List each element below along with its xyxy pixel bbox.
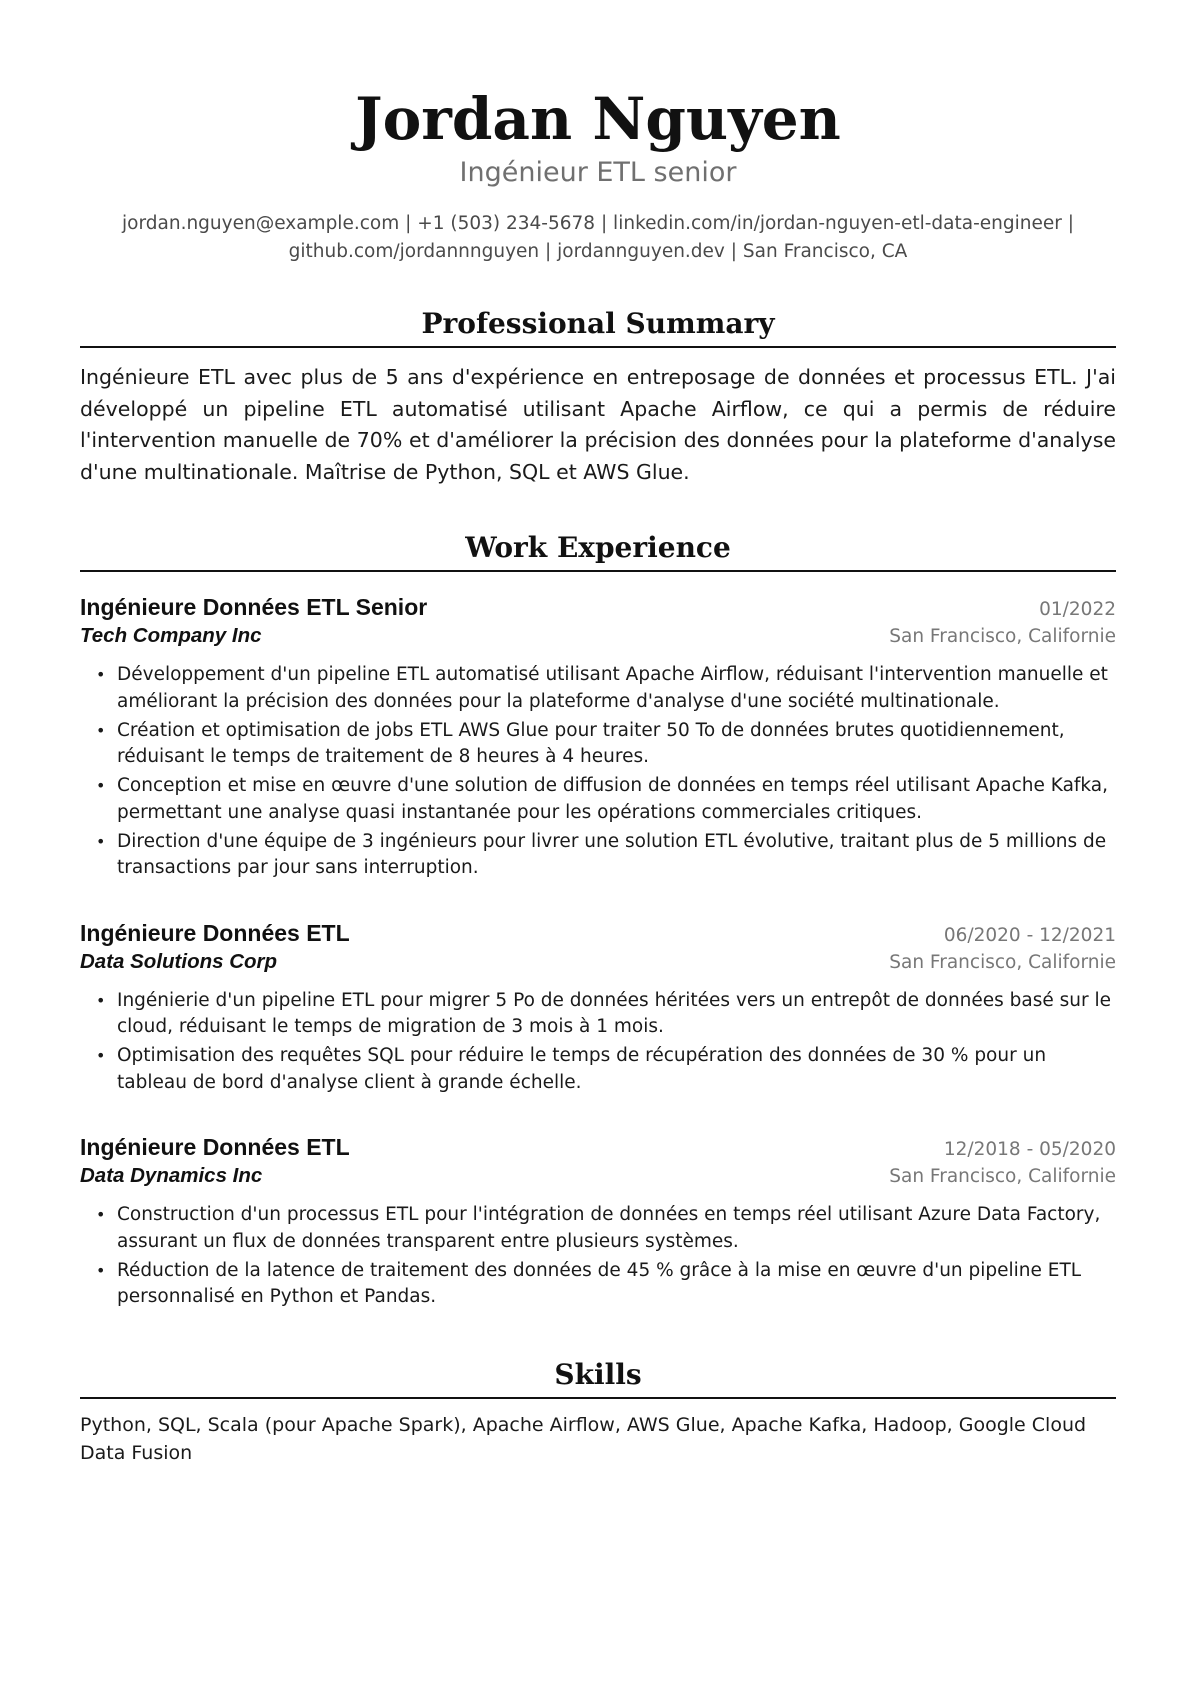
job-header bbox=[80, 1132, 1116, 1162]
bullet-icon: • bbox=[96, 776, 106, 795]
job-company: Data Solutions Corp bbox=[80, 949, 278, 973]
bullet-icon: • bbox=[96, 831, 106, 851]
job-company: Tech Company Inc bbox=[80, 624, 262, 647]
job-date: 01/2022 bbox=[1039, 599, 1116, 620]
job-bullet: • Optimisation des requêtes SQL pour réduire le temps de récupération des données de 30 % pour un tableau de bord d'analyse client à grande échelle. bbox=[96, 1045, 1047, 1093]
job-role: Ingénieure Données ETL Senior bbox=[80, 594, 428, 620]
bullet-icon: • bbox=[96, 665, 106, 684]
work-experience-section bbox=[80, 530, 1116, 1311]
bullet-icon: • bbox=[96, 720, 106, 740]
job-role: Ingénieure Données ETL bbox=[80, 919, 350, 946]
summary-section bbox=[80, 306, 1116, 488]
section-heading-skills: Skills bbox=[554, 1357, 642, 1391]
resume-page bbox=[80, 0, 1116, 1467]
job-bullet-list bbox=[80, 662, 1116, 882]
bullet-icon: • bbox=[96, 990, 106, 1010]
job-header bbox=[80, 592, 1116, 622]
job-entry bbox=[80, 918, 1116, 1097]
job-bullet: • Ingénierie d'un pipeline ETL pour migrer 5 Po de données héritées vers un entrepôt de données basé sur le cloud, réduisant le temps de migration de 3 mois à 1 mois. bbox=[96, 989, 1112, 1037]
job-bullet: • Construction d'un processus ETL pour l'intégration de données en temps réel utilisant Azure Data Factory, assurant un flux de données transparent entre plusieurs systèmes. bbox=[96, 1204, 1101, 1252]
section-divider bbox=[80, 570, 1116, 572]
job-subheader bbox=[80, 948, 1116, 976]
job-location: San Francisco, Californie bbox=[889, 1166, 1116, 1187]
job-date: 12/2018 - 05/2020 bbox=[943, 1139, 1116, 1160]
job-date: 06/2020 - 12/2021 bbox=[943, 924, 1116, 946]
job-bullet: • Développement d'un pipeline ETL automatisé utilisant Apache Airflow, réduisant l'intervention manuelle et améliorant la précision des données pour la plateforme d'analyse d'une société multinationale. bbox=[96, 664, 1108, 712]
section-divider bbox=[80, 346, 1116, 348]
skills-section bbox=[80, 1357, 1116, 1467]
section-heading-summary: Professional Summary bbox=[421, 307, 775, 340]
job-bullet: • Réduction de la latence de traitement des données de 45 % grâce à la mise en œuvre d'un pipeline ETL personnalisé en Python et Pandas. bbox=[96, 1259, 1082, 1307]
contact-line-1: jordan.nguyen@example.com | +1 (503) 234-5678 | linkedin.com/in/jordan-nguyen-etl-data-engineer | bbox=[122, 213, 1074, 234]
candidate-name: Jordan Nguyen bbox=[355, 85, 841, 153]
resume-header bbox=[80, 84, 1116, 266]
job-bullet: • Conception et mise en œuvre d'une solution de diffusion de données en temps réel utilisant Apache Kafka, permettant une analyse quasi instantanée pour les opérations commerciales critiques. bbox=[96, 775, 1109, 823]
job-bullet-list bbox=[80, 988, 1116, 1097]
job-location: San Francisco, Californie bbox=[889, 626, 1116, 647]
bullet-icon: • bbox=[96, 1260, 106, 1280]
summary-text: Ingénieure ETL avec plus de 5 ans d'expérience en entreposage de données et processus ETL. J'ai développé un pipeline ETL automatisé utilisant Apache Airflow, ce qui a permis de réduire l'intervention manuelle de 70% et d'améliorer la précision des données pour la plateforme d'analyse d'une multinationale. Maîtrise de Python, SQL et AWS Glue. bbox=[80, 365, 1116, 484]
section-divider bbox=[80, 1397, 1116, 1399]
job-bullet-list bbox=[80, 1202, 1116, 1311]
contact-line-2: github.com/jordannnguyen | jordannguyen.dev | San Francisco, CA bbox=[288, 241, 908, 262]
job-entry bbox=[80, 592, 1116, 882]
bullet-icon: • bbox=[96, 1205, 106, 1224]
candidate-title: Ingénieur ETL senior bbox=[459, 157, 737, 188]
job-bullet: • Direction d'une équipe de 3 ingénieurs pour livrer une solution ETL évolutive, traitant plus de 5 millions de transactions par jour sans interruption. bbox=[96, 830, 1107, 878]
job-bullet: • Création et optimisation de jobs ETL AWS Glue pour traiter 50 To de données brutes quotidiennement, réduisant le temps de traitement de 8 heures à 4 heures. bbox=[96, 719, 1065, 767]
job-subheader bbox=[80, 622, 1116, 650]
job-subheader bbox=[80, 1162, 1116, 1190]
skills-text: Python, SQL, Scala (pour Apache Spark), Apache Airflow, AWS Glue, Apache Kafka, Hadoop, Google Cloud Data Fusion bbox=[80, 1413, 1087, 1464]
job-header bbox=[80, 918, 1116, 948]
contact-info bbox=[80, 210, 1116, 266]
job-role: Ingénieure Données ETL bbox=[80, 1134, 350, 1160]
job-entry bbox=[80, 1132, 1116, 1311]
job-company: Data Dynamics Inc bbox=[80, 1164, 263, 1187]
job-location: San Francisco, Californie bbox=[889, 951, 1116, 973]
bullet-icon: • bbox=[96, 1046, 106, 1065]
section-heading-work: Work Experience bbox=[465, 531, 731, 564]
